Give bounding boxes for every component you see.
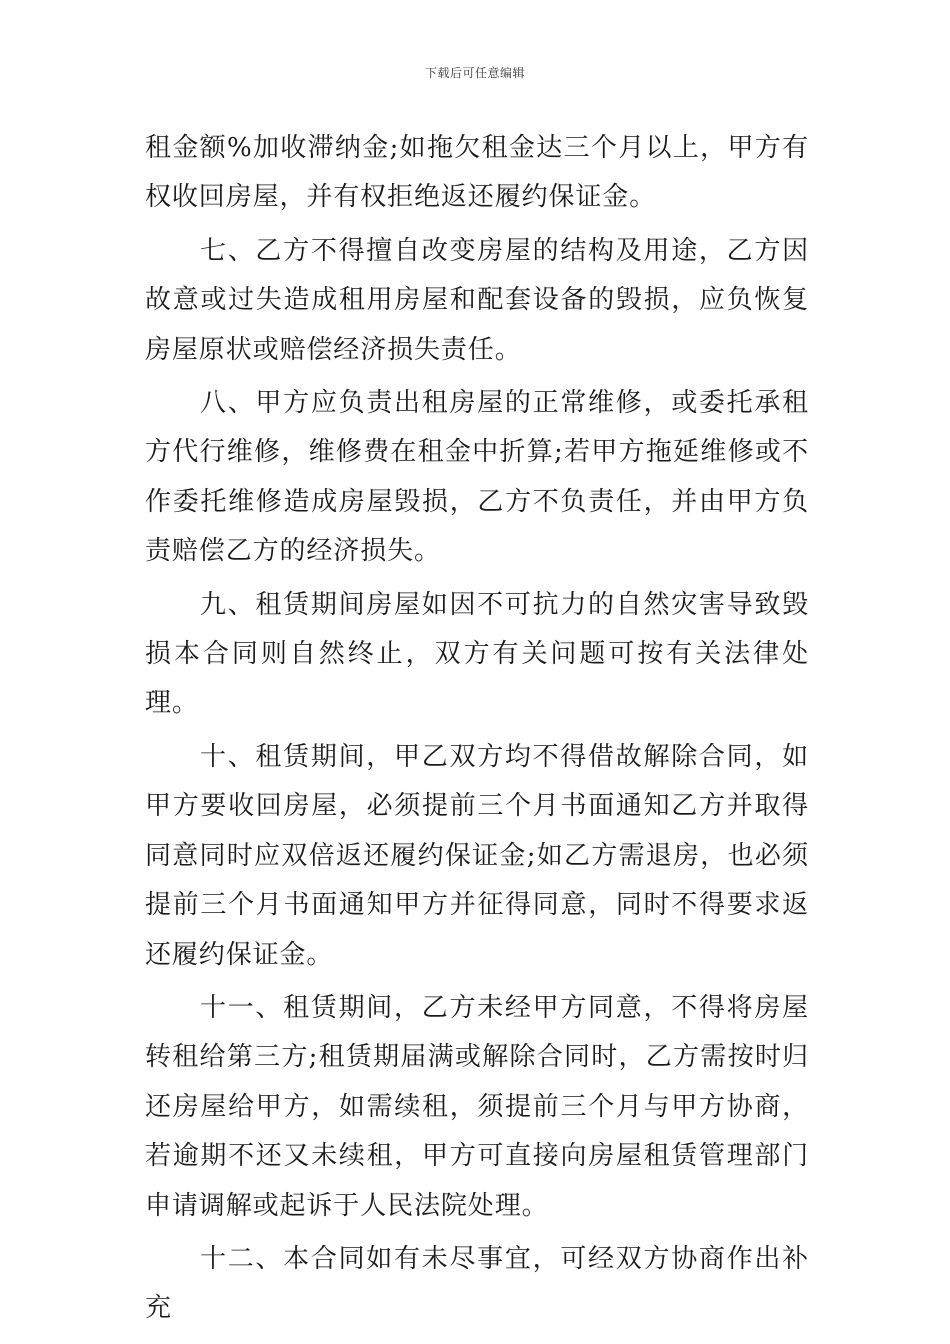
paragraph-clause-12: 十二、本合同如有未尽事宜，可经双方协商作出补充 (145, 1243, 809, 1324)
paragraph-clause-7: 七、乙方不得擅自改变房屋的结构及用途，乙方因故意或过失造成租用房屋和配套设备的毁损，应负恢复房屋原状或赔偿经济损失责任。 (145, 235, 809, 365)
page-header: 下载后可任意编辑 (424, 66, 525, 80)
paragraph-continued: 租金额%加收滞纳金;如拖欠租金达三个月以上，甲方有权收回房屋，并有权拒绝返还履约保证金。 (145, 133, 809, 213)
paragraph-clause-10: 十、租赁期间，甲乙双方均不得借故解除合同，如甲方要收回房屋，必须提前三个月书面通知乙方并取得同意同时应双倍返还履约保证金;如乙方需退房，也必须提前三个月书面通知甲方并征得同意，同时不得要求返还履约保证金。 (145, 741, 809, 970)
document-body (145, 124, 809, 1338)
paragraph-clause-11: 十一、租赁期间，乙方未经甲方同意，不得将房屋转租给第三方;租赁期届满或解除合同时，乙方需按时归还房屋给甲方，如需续租，须提前三个月与甲方协商，若逾期不还又未续租，甲方可直接向房屋租赁管理部门申请调解或起诉于人民法院处理。 (145, 992, 809, 1221)
paragraph-clause-8: 八、甲方应负责出租房屋的正常维修，或委托承租方代行维修，维修费在租金中折算;若甲方拖延维修或不作委托维修造成房屋毁损，乙方不负责任，并由甲方负责赔偿乙方的经济损失。 (145, 388, 809, 567)
paragraph-clause-9: 九、租赁期间房屋如因不可抗力的自然灾害导致毁损本合同则自然终止，双方有关问题可按有关法律处理。 (145, 589, 809, 719)
